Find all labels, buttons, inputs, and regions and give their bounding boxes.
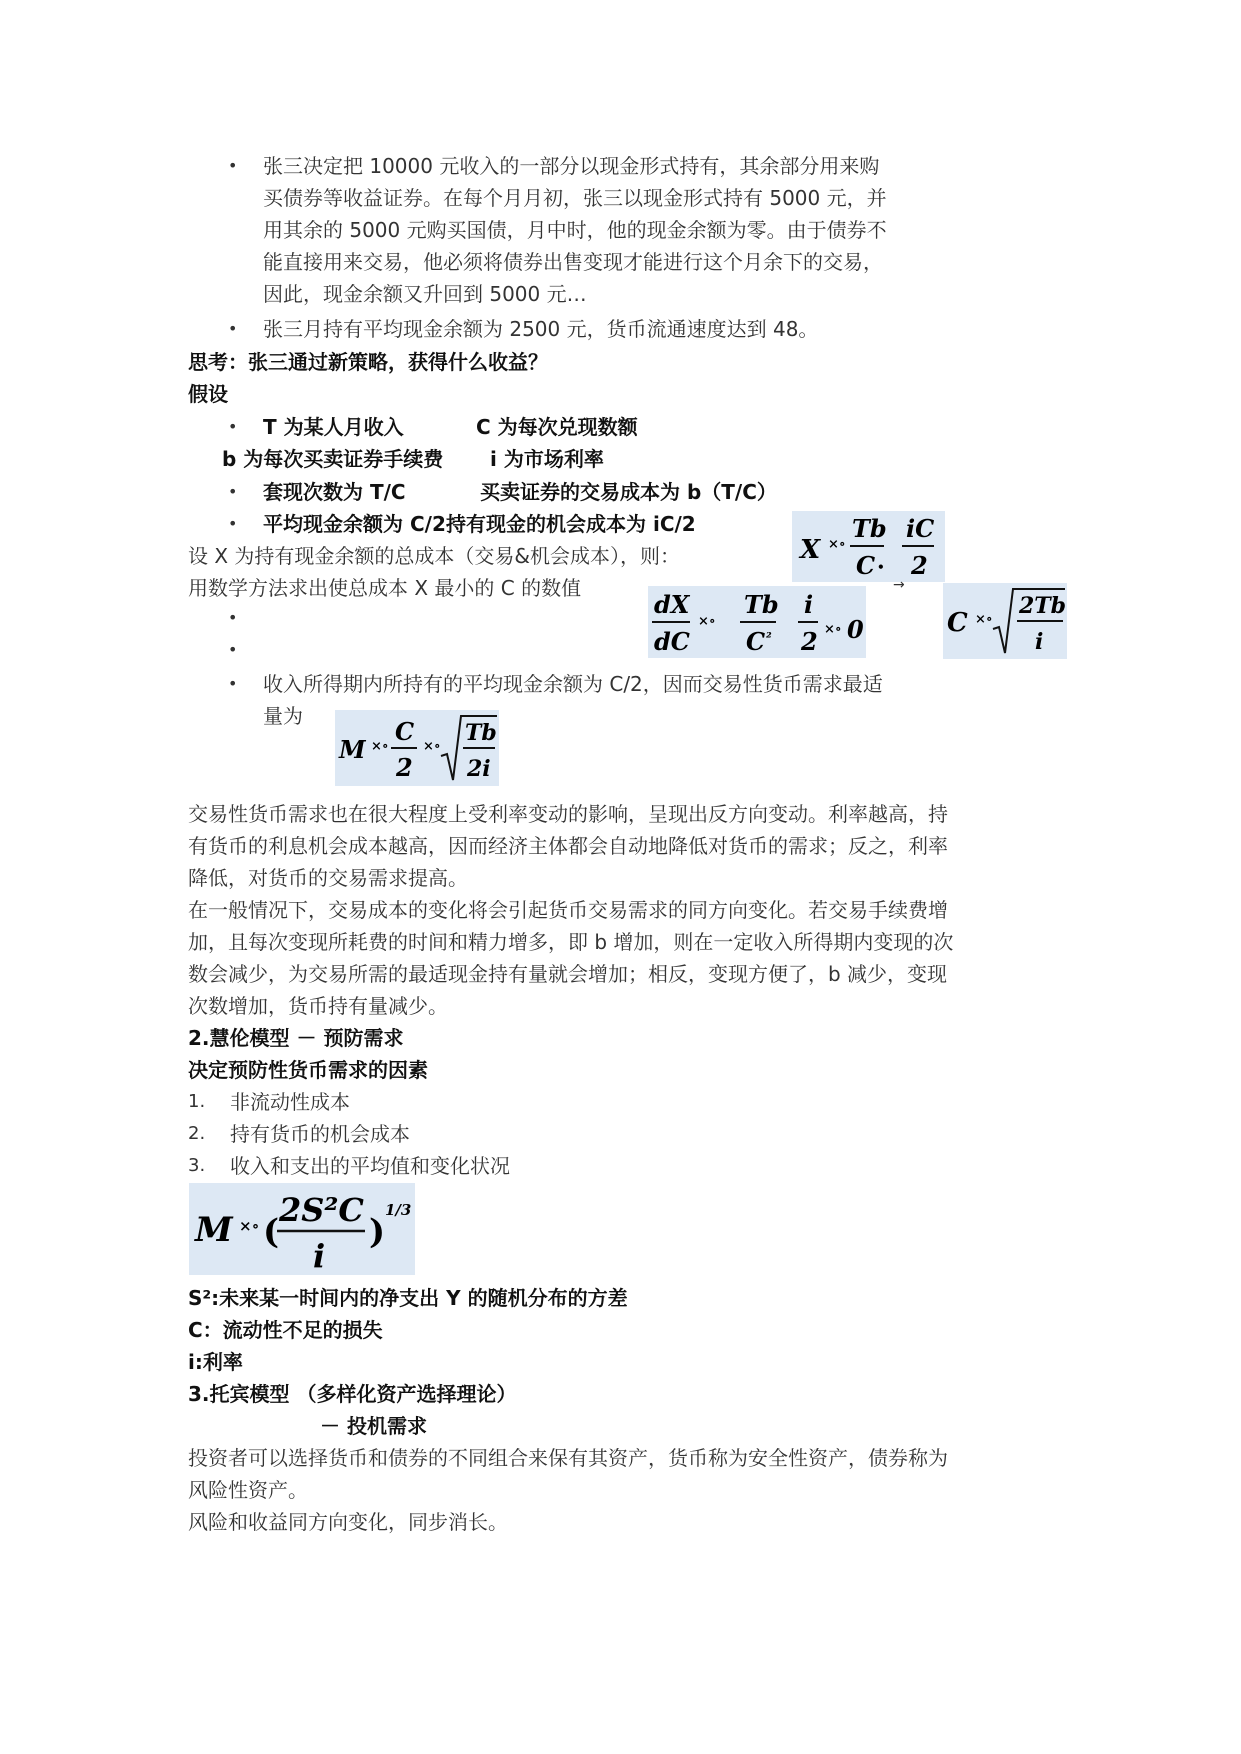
assume-1b: C 为每次兑现数额 <box>476 415 638 439</box>
arrow-icon: → <box>893 577 905 593</box>
bullet-dot: • <box>228 156 238 175</box>
precautionary-demand-formula <box>189 1183 415 1275</box>
assume-3b: 买卖证券的交易成本为 b（T/C） <box>480 480 777 504</box>
formula-symbol: i <box>804 590 814 619</box>
assume-2a: b 为每次买卖证券手续费 <box>222 447 444 471</box>
para2-line4: 次数增加，货币持有量减少。 <box>188 994 448 1018</box>
para1-line2: 有货币的利息机会成本越高，因而经济主体都会自动地降低对货币的需求；反之，利率 <box>188 834 948 858</box>
s2-definition: S²:未来某一时间内的净支出 Y 的随机分布的方差 <box>188 1286 628 1310</box>
bullet1-line4: 能直接用来交易，他必须将债券出售变现才能进行这个月余下的交易， <box>263 250 883 274</box>
formula-symbol: Tb <box>744 590 779 619</box>
formula-symbol: C <box>746 627 766 656</box>
factor-item: 收入和支出的平均值和变化状况 <box>230 1154 510 1178</box>
formula-symbol: Tb <box>465 720 497 746</box>
formula-symbol: dX <box>654 590 690 619</box>
assume-4a: 平均现金余额为 C/2 <box>263 512 446 536</box>
formula-symbol: C <box>856 551 876 580</box>
formula-glyph: ×∘ <box>423 739 441 754</box>
list-number: 2. <box>188 1123 206 1144</box>
bullet3-line1: 收入所得期内所持有的平均现金余额为 C/2，因而交易性货币需求最适 <box>263 672 883 696</box>
formula-symbol: M <box>339 735 366 764</box>
total-cost-formula <box>792 511 945 582</box>
bullet3-line2: 量为 <box>263 704 303 728</box>
formula-symbol: X <box>800 535 821 565</box>
section3-heading: 3.托宾模型 （多样化资产选择理论） <box>188 1382 517 1406</box>
left-paren: ( <box>263 1212 280 1252</box>
list-number: 3. <box>188 1155 206 1176</box>
factor-item: 非流动性成本 <box>230 1090 350 1114</box>
formula-glyph: ×∘ <box>698 614 716 629</box>
formula-symbol: iC <box>906 514 935 543</box>
para4: 风险和收益同方向变化，同步消长。 <box>188 1510 508 1534</box>
optimal-c-formula <box>943 583 1067 659</box>
formula-symbol: 2i <box>467 756 491 782</box>
bullet-dot: • <box>228 417 238 436</box>
c-definition: C：流动性不足的损失 <box>188 1318 383 1342</box>
money-demand-formula <box>335 710 499 786</box>
formula-exponent: 1/3 <box>385 1201 412 1219</box>
bullet-dot: • <box>228 608 238 627</box>
para2-line2: 加，且每次变现所耗费的时间和精力增多，即 b 增加，则在一定收入所得期内变现的次 <box>188 930 954 954</box>
formula-symbol: M <box>195 1210 233 1250</box>
formula-glyph: ×∘ <box>371 739 389 754</box>
bullet-dot: • <box>228 482 238 501</box>
bullet1-line1: 张三决定把 10000 元收入的一部分以现金形式持有，其余部分用来购 <box>263 154 880 178</box>
formula-symbol: i <box>1035 629 1044 655</box>
assume-heading: 假设 <box>188 382 228 406</box>
formula-glyph: • <box>877 560 885 574</box>
assume-3a: 套现次数为 T/C <box>263 480 406 504</box>
assume-2b: i 为市场利率 <box>490 447 604 471</box>
formula-glyph: ×∘ <box>239 1217 260 1235</box>
section2-heading: 2.慧伦模型 － 预防需求 <box>188 1026 404 1050</box>
para3-line2: 风险性资产。 <box>188 1478 308 1502</box>
assume-4b: 持有现金的机会成本为 iC/2 <box>446 512 696 536</box>
formula-symbol: 0 <box>847 615 864 644</box>
para2-line1: 在一般情况下，交易成本的变化将会引起货币交易需求的同方向变化。若交易手续费增 <box>188 898 948 922</box>
formula-symbol: C <box>395 717 415 746</box>
formula-glyph: ×∘ <box>824 622 842 637</box>
bullet1-line2: 买债券等收益证券。在每个月月初，张三以现金形式持有 5000 元，并 <box>263 186 887 210</box>
para3-line1: 投资者可以选择货币和债券的不同组合来保有其资产，货币称为安全性资产，债券称为 <box>188 1446 948 1470</box>
section2-subheading: 决定预防性货币需求的因素 <box>188 1058 428 1082</box>
factor-item: 持有货币的机会成本 <box>230 1122 410 1146</box>
assume-1a: T 为某人月收入 <box>263 415 404 439</box>
formula-symbol: C <box>947 608 968 638</box>
bullet-dot: • <box>228 319 238 338</box>
bullet1-line3: 用其余的 5000 元购买国债，月中时，他的现金余额为零。由于债券不 <box>263 218 887 242</box>
formula-symbol: 2 <box>396 753 413 782</box>
derivative-formula <box>648 586 866 658</box>
right-paren: ) <box>369 1212 386 1252</box>
minimize-c: 用数学方法求出使总成本 X 最小的 C 的数值 <box>188 576 582 600</box>
formula-symbol: 2S²C <box>279 1191 364 1229</box>
formula-symbol: Tb <box>852 514 887 543</box>
para2-line3: 数会减少，为交易所需的最适现金持有量就会增加；相反，变现方便了，b 减少，变现 <box>188 962 948 986</box>
formula-symbol: 2 <box>911 551 928 580</box>
bullet-dot: • <box>228 640 238 659</box>
formula-glyph: ² <box>766 631 772 646</box>
formula-symbol: i <box>313 1237 326 1275</box>
bullet2: 张三月持有平均现金余额为 2500 元，货币流通速度达到 48。 <box>263 317 819 341</box>
section3-subheading: － 投机需求 <box>320 1414 427 1438</box>
list-number: 1. <box>188 1091 206 1112</box>
formula-glyph: ×∘ <box>975 612 993 627</box>
bullet-dot: • <box>228 514 238 533</box>
para1-line3: 降低，对货币的交易需求提高。 <box>188 866 468 890</box>
formula-glyph: ×∘ <box>828 537 846 552</box>
bullet1-line5: 因此，现金余额又升回到 5000 元… <box>263 282 587 306</box>
total-cost-def: 设 X 为持有现金余额的总成本（交易&机会成本），则： <box>188 544 681 568</box>
i-definition: i:利率 <box>188 1350 243 1374</box>
formula-symbol: 2Tb <box>1019 593 1067 619</box>
formula-symbol: 2 <box>801 627 818 656</box>
formula-symbol: dC <box>654 627 690 656</box>
para1-line1: 交易性货币需求也在很大程度上受利率变动的影响，呈现出反方向变动。利率越高，持 <box>188 802 948 826</box>
think-question: 思考：张三通过新策略，获得什么收益？ <box>188 350 548 374</box>
bullet-dot: • <box>228 674 238 693</box>
